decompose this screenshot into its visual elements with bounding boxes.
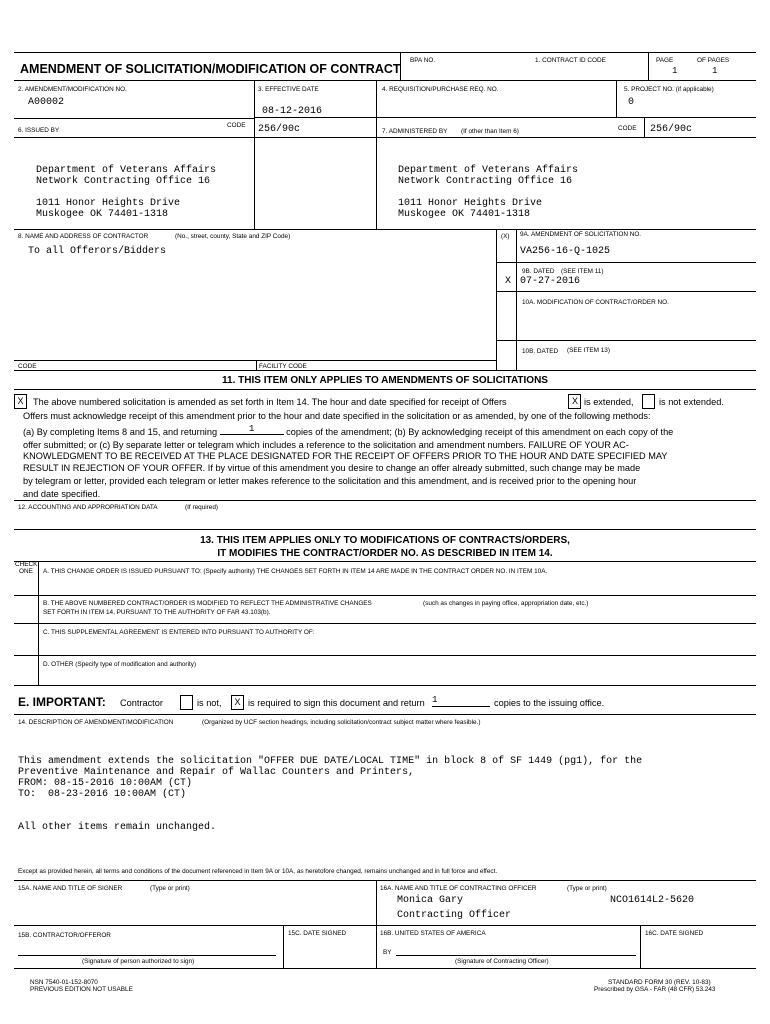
copies-to-office: copies to the issuing office. [494,698,605,708]
item13-heading-2: IT MODIFIES THE CONTRACT/ORDER NO. AS DESCRIBED IN ITEM 14. [217,548,553,559]
not-extended-label: is not extended. [659,397,724,407]
amendment-no-value: A00002 [28,97,65,108]
dated-10b-label: 10B. DATED [522,348,559,355]
effective-date-value: 08-12-2016 [262,106,323,117]
check-one-label: CHECK ONE [15,561,38,575]
signer-16a-note: (Type or print) [567,885,607,892]
option-c-text[interactable]: C. THIS SUPPLEMENTAL AGREEMENT IS ENTERED INTO PURSUANT TO AUTHORITY OF: [43,629,315,636]
code-label: CODE [18,363,37,370]
contractor-offeror-label: 15B. CONTRACTOR/OFFEROR [18,932,111,939]
copies-returned[interactable]: 1 [220,423,284,435]
admin-note: (If other than Item 6) [461,128,519,135]
item11-line5: KNOWLEDGMENT TO BE RECEIVED AT THE PLACE DESIGNATED FOR THE RECEIPT OF OFFERS PRIOR TO THE HOUR AND DATE SPECIFIED MAY [23,451,668,461]
bpa-label: BPA NO. [410,57,436,64]
requisition-label: 4. REQUISITION/PURCHASE REQ. NO. [382,86,499,93]
officer-title: Contracting Officer [397,910,512,921]
facility-code-label: FACILITY CODE [259,363,307,370]
officer-name: Monica Gary [397,895,464,906]
admin-code-label: CODE [618,125,637,132]
footer-note: Except as provided herein, all terms and conditions of the document referenced in Item 9A or 10A, as heretofore changed, remains unchanged and in full force and effect. [18,868,498,875]
dated-9b-check[interactable]: X [505,276,512,287]
return-copies[interactable]: 1 [432,694,490,707]
accounting-note: (If required) [185,504,219,511]
contractor-note: (No., street, county, State and ZIP Code) [175,233,291,240]
item11-line4: offer submitted; or (c) By separate letter or telegram which includes a reference to the solicitation and amendment numbers. FAILURE OF YOUR AC- [23,440,629,450]
prescribed-by: Prescribed by GSA - FAR (48 CFR) 53.243 [594,986,716,993]
admin-address: Department of Veterans Affairs Network Contracting Office 16 1011 Honor Heights Drive Muskogee OK 74401-1318 [398,165,579,220]
extended-label: is extended, [584,397,634,407]
item11-line3: (a) By completing Items 8 and 15, and returning 1 copies of the amendment; (b) By acknowledging receipt of this amendment on each copy of the [23,423,674,437]
signer-16a-label: 16A. NAME AND TITLE OF CONTRACTING OFFICER [380,885,537,892]
issued-address: Department of Veterans Affairs Network Contracting Office 16 1011 Honor Heights Drive Muskogee OK 74401-1318 [36,165,217,220]
contractor-value: To all Offerors/Bidders [28,246,167,257]
accounting-label: 12. ACCOUNTING AND APPROPRIATION DATA [18,504,158,511]
project-value: 0 [628,97,635,108]
item11-line7: by telegram or letter, provided each telegram or letter makes reference to the solicitation and this amendment, and is received prior to the opening hour [23,476,637,486]
admin-label: 7. ADMINISTERED BY [382,128,448,135]
item11-line8: and date specified. [23,489,101,499]
dated-10b-note: (SEE ITEM 13) [567,347,610,354]
item11-line2: Offers must acknowledge receipt of this amendment prior to the hour and date specified in the solicitation or as amended, by one of the following methods: [23,411,651,421]
option-b-text-2: SET FORTH IN ITEM 14, PURSUANT TO THE AUTHORITY OF FAR 43.103(b). [43,609,271,616]
x-column-label: (X) [501,233,510,240]
other-items-text: All other items remain unchanged. [18,822,217,833]
of-pages-value: 1 [712,66,718,76]
description-label: 14. DESCRIPTION OF AMENDMENT/MODIFICATION [18,719,174,726]
amend-9a-label: 9A. AMENDMENT OF SOLICITATION NO. [520,231,642,238]
of-pages-label: OF PAGES [697,57,730,64]
not-extended-checkbox[interactable] [642,394,655,409]
by-label: BY [383,949,392,956]
is-not-label: is not, [197,698,222,708]
signer-15a-note: (Type or print) [150,885,190,892]
option-d-text[interactable]: D. OTHER (Specify type of modification and authority) [43,661,197,668]
item11-line6: RESULT IN REJECTION OF YOUR OFFER. If by virtue of this amendment you desire to change an offer already submitted, such change may be made [23,463,641,473]
officer-code: NCO1614L2-5620 [610,895,695,906]
issued-code-value: 256/90c [258,124,301,135]
contractor-signature-line[interactable] [18,955,276,956]
amended-checkbox[interactable]: X [14,394,27,409]
form-title: AMENDMENT OF SOLICITATION/MODIFICATION OF CONTRACT [20,62,401,76]
page-label: PAGE [656,57,674,64]
extended-checkbox[interactable]: X [568,394,581,409]
mod-10a-label: 10A. MODIFICATION OF CONTRACT/ORDER NO. [522,299,669,306]
nsn-number: NSN 7540-01-152-8070 [30,979,98,986]
previous-edition: PREVIOUS EDITION NOT USABLE [30,986,133,993]
amendment-no-label: 2. AMENDMENT/MODIFICATION NO. [18,86,127,93]
is-required-checkbox[interactable]: X [231,695,244,710]
amend-9a-value: VA256-16-Q-1025 [520,246,611,257]
issued-code-label: CODE [227,122,246,129]
admin-code-value: 256/90c [650,124,693,135]
dated-9b-label: 9B. DATED [522,268,555,275]
officer-signature-line[interactable] [396,955,636,956]
item11-line1: The above numbered solicitation is amended as set forth in Item 14. The hour and date specified for receipt of Offers [33,397,507,407]
is-not-checkbox[interactable] [180,695,193,710]
issued-by-label: 6. ISSUED BY [18,127,60,134]
important-label: E. IMPORTANT: [18,695,106,709]
description-text: This amendment extends the solicitation "OFFER DUE DATE/LOCAL TIME" in block 8 of SF 1449 (pg1), for the Preventive Maintenance and Repair of Wallac Counters and Printers, FROM: 08-15-2016 10:00AM (CT) TO: 08-23-2016 10:00AM (CT) [18,756,643,800]
usa-16b-label: 16B. UNITED STATES OF AMERICA [380,930,486,937]
standard-form: STANDARD FORM 30 (REV. 10-83) [608,979,711,986]
date-signed-15c-label: 15C. DATE SIGNED [288,930,347,937]
dated-9b-value: 07-27-2016 [520,276,581,287]
date-signed-16c-label: 16C. DATE SIGNED [645,930,704,937]
project-label: 5. PROJECT NO. (if applicable) [624,86,714,93]
dated-9b-note: (SEE ITEM 11) [561,268,604,275]
item11-heading: 11. THIS ITEM ONLY APPLIES TO AMENDMENTS OF SOLICITATIONS [222,375,548,386]
is-required-text: is required to sign this document and return [248,698,425,708]
contractor-label: 8. NAME AND ADDRESS OF CONTRACTOR [18,233,149,240]
page-value: 1 [672,66,678,76]
description-note: (Organized by UCF section headings, including solicitation/contract subject matter where feasible.) [202,719,481,726]
option-b-note: (such as changes in paying office, appropriation date, etc.) [423,600,589,607]
contract-id-label: 1. CONTRACT ID CODE [535,57,606,64]
signature-officer-note: (Signature of Contracting Officer) [455,958,549,965]
signature-person-note: (Signature of person authorized to sign) [82,958,195,965]
important-contractor: Contractor [120,698,163,708]
effective-date-label: 3. EFFECTIVE DATE [258,86,319,93]
item13-heading-1: 13. THIS ITEM APPLIES ONLY TO MODIFICATIONS OF CONTRACTS/ORDERS, [200,535,570,546]
option-a-text[interactable]: A. THIS CHANGE ORDER IS ISSUED PURSUANT TO: (Specify authority) THE CHANGES SET FORTH IN ITEM 14 ARE MADE IN THE CONTRACT ORDER NO. IN ITEM 10A. [43,568,548,575]
signer-15a-label: 15A. NAME AND TITLE OF SIGNER [18,885,123,892]
option-b-text[interactable]: B. THE ABOVE NUMBERED CONTRACT/ORDER IS MODIFIED TO REFLECT THE ADMINISTRATIVE CHANGES [43,600,372,607]
